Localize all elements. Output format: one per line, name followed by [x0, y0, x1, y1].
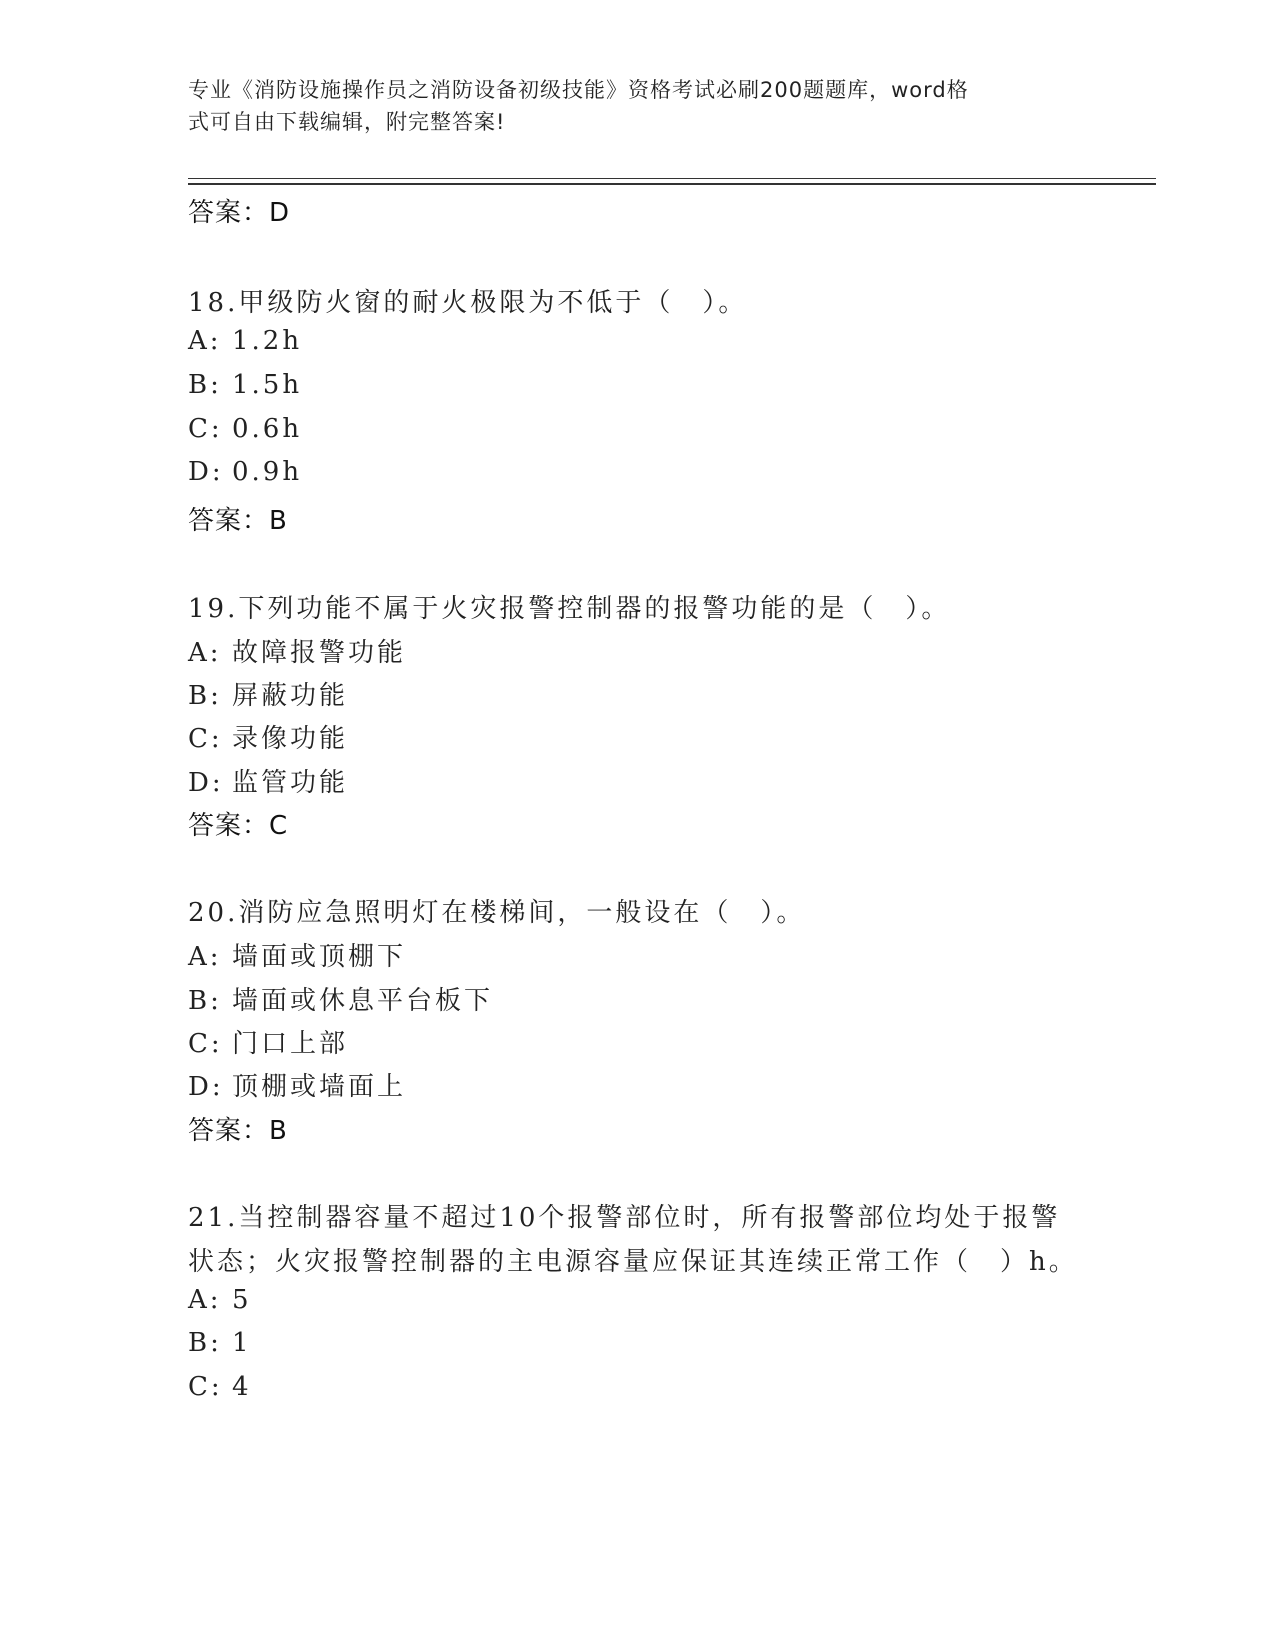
- header-line-2: 式可自由下载编辑，附完整答案!: [188, 110, 506, 134]
- option-text: 顶棚或墙面上: [232, 1072, 407, 1102]
- question-18-option-c: [188, 414, 302, 444]
- question-18-option-b: [188, 370, 302, 400]
- option-text: 1.2h: [232, 326, 303, 356]
- option-key: B:: [188, 1328, 222, 1358]
- question-21-option-c: [188, 1372, 252, 1402]
- option-text: 0.9h: [232, 457, 303, 487]
- option-key: C:: [188, 1372, 223, 1402]
- question-21-stem-line-1: 21.当控制器容量不超过10个报警部位时，所有报警部位均处于报警: [188, 1203, 1061, 1233]
- question-18-option-a: [188, 326, 302, 356]
- option-text: 1: [232, 1328, 252, 1358]
- header-divider-thin: [188, 178, 1156, 179]
- question-20-stem: 20.消防应急照明灯在楼梯间，一般设在（ ）。: [188, 898, 806, 928]
- question-19-option-b: [188, 675, 348, 712]
- question-19-answer: 答案：C: [188, 811, 289, 841]
- question-20-option-c: [188, 1023, 348, 1060]
- question-19-option-c: [188, 718, 348, 755]
- question-20-option-a: [188, 936, 406, 973]
- question-19-option-a: [188, 632, 406, 669]
- option-key: A:: [188, 326, 222, 356]
- option-text: 4: [232, 1372, 252, 1402]
- option-key: A:: [188, 638, 222, 668]
- header-line-1: 专业《消防设施操作员之消防设备初级技能》资格考试必刷200题题库，word格: [188, 78, 969, 102]
- option-key: B:: [188, 370, 222, 400]
- question-20-answer: 答案：B: [188, 1116, 288, 1146]
- option-key: D:: [188, 457, 224, 487]
- option-text: 故障报警功能: [232, 638, 407, 668]
- option-key: D:: [188, 1072, 224, 1102]
- question-20-option-d: [188, 1066, 406, 1103]
- option-text: 5: [232, 1285, 252, 1315]
- option-text: 录像功能: [232, 724, 349, 754]
- question-21-option-a: [188, 1285, 252, 1315]
- question-19-stem: 19.下列功能不属于火灾报警控制器的报警功能的是（ ）。: [188, 594, 951, 624]
- option-key: C:: [188, 414, 223, 444]
- question-21-option-b: [188, 1328, 252, 1358]
- option-text: 墙面或休息平台板下: [232, 986, 494, 1016]
- option-text: 1.5h: [232, 370, 303, 400]
- option-key: D:: [188, 768, 224, 798]
- question-21-stem-line-2: 状态；火灾报警控制器的主电源容量应保证其连续正常工作（ ）h。: [188, 1247, 1078, 1277]
- question-20-option-b: [188, 980, 493, 1017]
- option-key: A:: [188, 1285, 222, 1315]
- option-key: A:: [188, 942, 222, 972]
- option-text: 0.6h: [232, 414, 303, 444]
- option-text: 门口上部: [232, 1029, 349, 1059]
- option-key: B:: [188, 681, 222, 711]
- previous-answer: 答案：D: [188, 198, 291, 228]
- question-18-option-d: [188, 457, 302, 487]
- question-18-stem: 18.甲级防火窗的耐火极限为不低于（ ）。: [188, 288, 748, 318]
- option-text: 监管功能: [232, 768, 349, 798]
- option-key: B:: [188, 986, 222, 1016]
- option-key: C:: [188, 1029, 223, 1059]
- option-text: 屏蔽功能: [232, 681, 349, 711]
- document-header: [188, 74, 1068, 138]
- question-19-option-d: [188, 762, 348, 799]
- header-divider-thick: [188, 183, 1156, 185]
- question-18-answer: 答案：B: [188, 506, 288, 536]
- option-text: 墙面或顶棚下: [232, 942, 407, 972]
- option-key: C:: [188, 724, 223, 754]
